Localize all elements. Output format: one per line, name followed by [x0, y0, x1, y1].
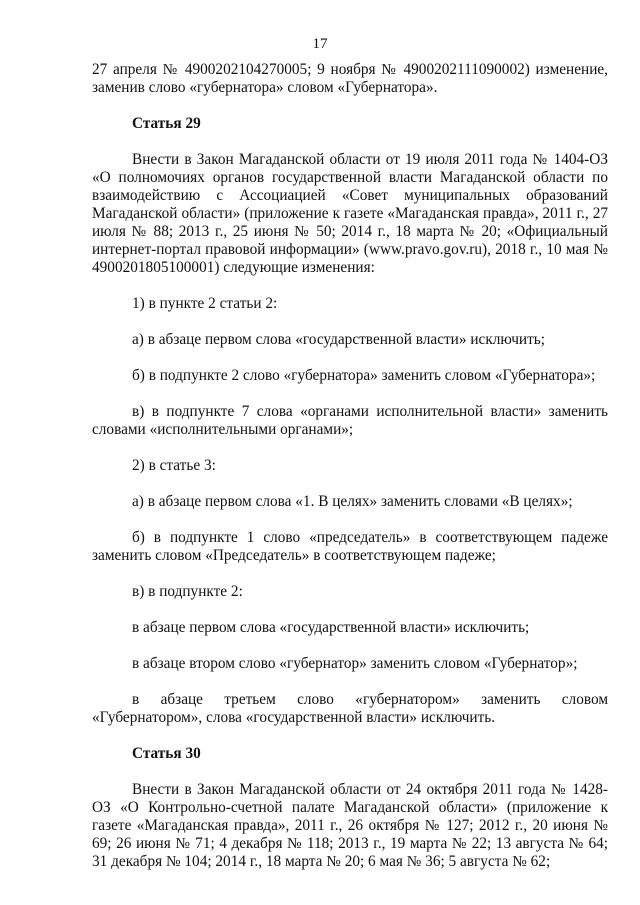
list-item: б) в подпункте 2 слово «губернатора» заменить словом «Губернатора»; [132, 367, 596, 384]
page-number: 17 [312, 36, 328, 52]
list-item: в абзаце втором слово «губернатор» заменить словом «Губернатор»; [132, 655, 578, 672]
list-item: в абзаце третьем слово «губернатором» заменить словом «Губернатором», слова «государственной власти» исключить. [92, 691, 608, 726]
article-29-intro: Внести в Закон Магаданской области от 19 июля 2011 года № 1404-ОЗ «О полномочиях органов государственной власти Магаданской области по взаимодействию с Ассоциацией «Совет муниципальных образований Магаданской области» (приложение к газете «Магаданская правда», 2011 г., 27 июля № 88; 2013 г., 25 июня № 50; 2014 г., 18 марта № 20; «Официальный интернет-портал правовой информации» (www.pravo.gov.ru), 2018 г., 10 мая № 4900201805100001) следующие изменения: [92, 151, 608, 276]
list-item: в абзаце первом слова «государственной власти» исключить; [132, 619, 530, 636]
list-item: 2) в статье 3: [132, 457, 216, 474]
article-30-heading: Статья 30 [132, 745, 201, 762]
list-item: а) в абзаце первом слова «1. В целях» заменить словами «В целях»; [132, 493, 573, 510]
list-item: 1) в пункте 2 статьи 2: [132, 295, 278, 312]
article-29-heading: Статья 29 [132, 115, 201, 132]
list-item: а) в абзаце первом слова «государственной власти» исключить; [132, 331, 546, 348]
list-item: в) в подпункте 7 слова «органами исполнительной власти» заменить словами «исполнительными органами»; [92, 403, 608, 438]
list-item: б) в подпункте 1 слово «председатель» в соответствующем падеже заменить словом «Председатель» в соответствующем падеже; [92, 529, 608, 564]
continuation-paragraph: 27 апреля № 4900202104270005; 9 ноября № 4900202111090002) изменение, заменив слово «губернатора» словом «Губернатора». [92, 61, 608, 96]
article-30-intro: Внести в Закон Магаданской области от 24 октября 2011 года № 1428-ОЗ «О Контрольно-счетной палате Магаданской области» (приложение к газете «Магаданская правда», 2011 г., 26 октября № 127; 2012 г., 20 июня № 69; 26 июня № 71; 4 декабря № 118; 2013 г., 19 марта № 22; 13 августа № 64; 31 декабря № 104; 2014 г., 18 марта № 20; 6 мая № 36; 5 августа № 62; [92, 781, 608, 870]
list-item: в) в подпункте 2: [132, 583, 243, 600]
